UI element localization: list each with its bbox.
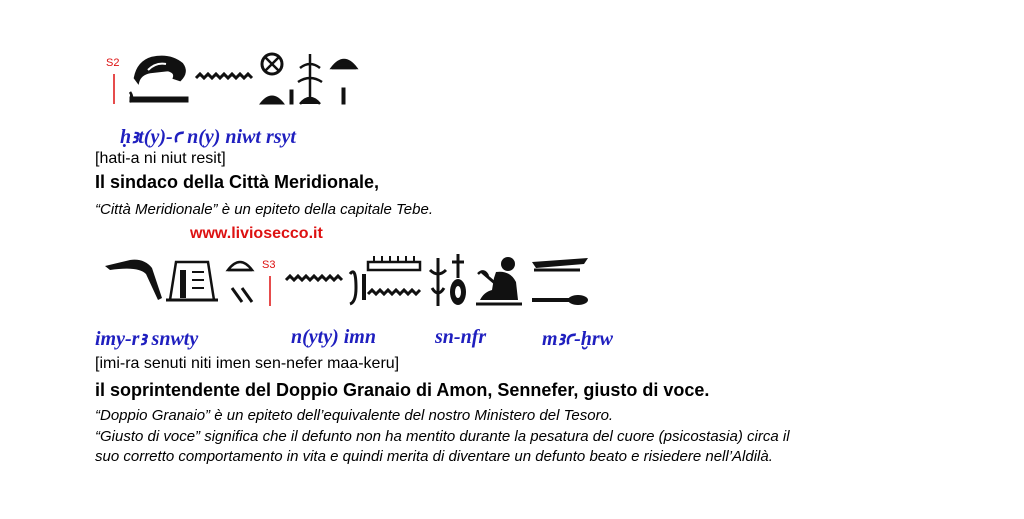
dual-strokes-glyph [232, 288, 252, 302]
sedge-plant-glyph [298, 54, 322, 104]
note-1: “Città Meridionale” è un epiteto della capitale Tebe. [95, 201, 433, 218]
granary-glyph [166, 262, 218, 300]
transliteration-2-part-1: imy-rꜣ snwty [95, 328, 199, 350]
hieroglyph-row-1 [110, 48, 360, 110]
translation-1: Il sindaco della Città Meridionale, [95, 172, 380, 192]
lion-forepart-glyph [135, 57, 185, 82]
note-2-line-2: “Giusto di voce” significa che il defunto non ha mentito durante la pesatura del cuore (psicostasia) circa il [95, 428, 790, 445]
transliteration-2-part-3: sn-nfr [435, 326, 487, 348]
note-2-line-1: “Doppio Granaio” è un epiteto dell’equivalente del nostro Ministero del Tesoro. [95, 407, 614, 424]
reading-2: [imi-ra senuti niti imen sen-nefer maa-keru] [95, 355, 400, 372]
stroke-glyph [290, 90, 293, 104]
translation-2: il soprintendente del Doppio Granaio di Amon, Sennefer, giusto di voce. [95, 380, 710, 400]
transliteration-1: ḥꜣt(y)-ꜥ n(y) niwt rsyt [120, 126, 296, 148]
website-link[interactable]: www.liviosecco.it [190, 225, 323, 242]
game-board-glyph [368, 256, 420, 270]
city-niwt-glyph [262, 54, 282, 74]
water-zigzag-glyph-2 [286, 276, 342, 280]
nfr-heart-windpipe-glyph [450, 254, 466, 305]
tongue-glyph [105, 260, 162, 300]
section-marker-s3: S3 [262, 259, 276, 271]
water-zigzag-glyph [196, 74, 252, 78]
sickle-glyph [532, 258, 588, 270]
bread-loaf-glyph [260, 96, 284, 104]
flat-ground-glyph [130, 97, 188, 102]
section-marker-s2: S2 [106, 57, 120, 69]
note-2-line-3: suo corretto comportamento in vita e quindi merita di diventare un defunto beato e risiedere nell’Aldilà. [95, 448, 773, 465]
transliteration-2-part-4: mꜣꜥ-ḫrw [542, 328, 614, 350]
t-glyph [350, 272, 356, 304]
water-zigzag-glyph-3 [368, 290, 420, 294]
stroke-glyph-2 [342, 88, 345, 104]
transliteration-2-part-2: n(yty) imn [291, 326, 376, 348]
seated-man-glyph [476, 257, 522, 304]
hieroglyph-row-2 [100, 248, 600, 314]
arrow-sn-glyph [430, 258, 446, 306]
reading-1: [hati-a ni niut resit] [95, 150, 226, 167]
oar-glyph [532, 295, 588, 305]
